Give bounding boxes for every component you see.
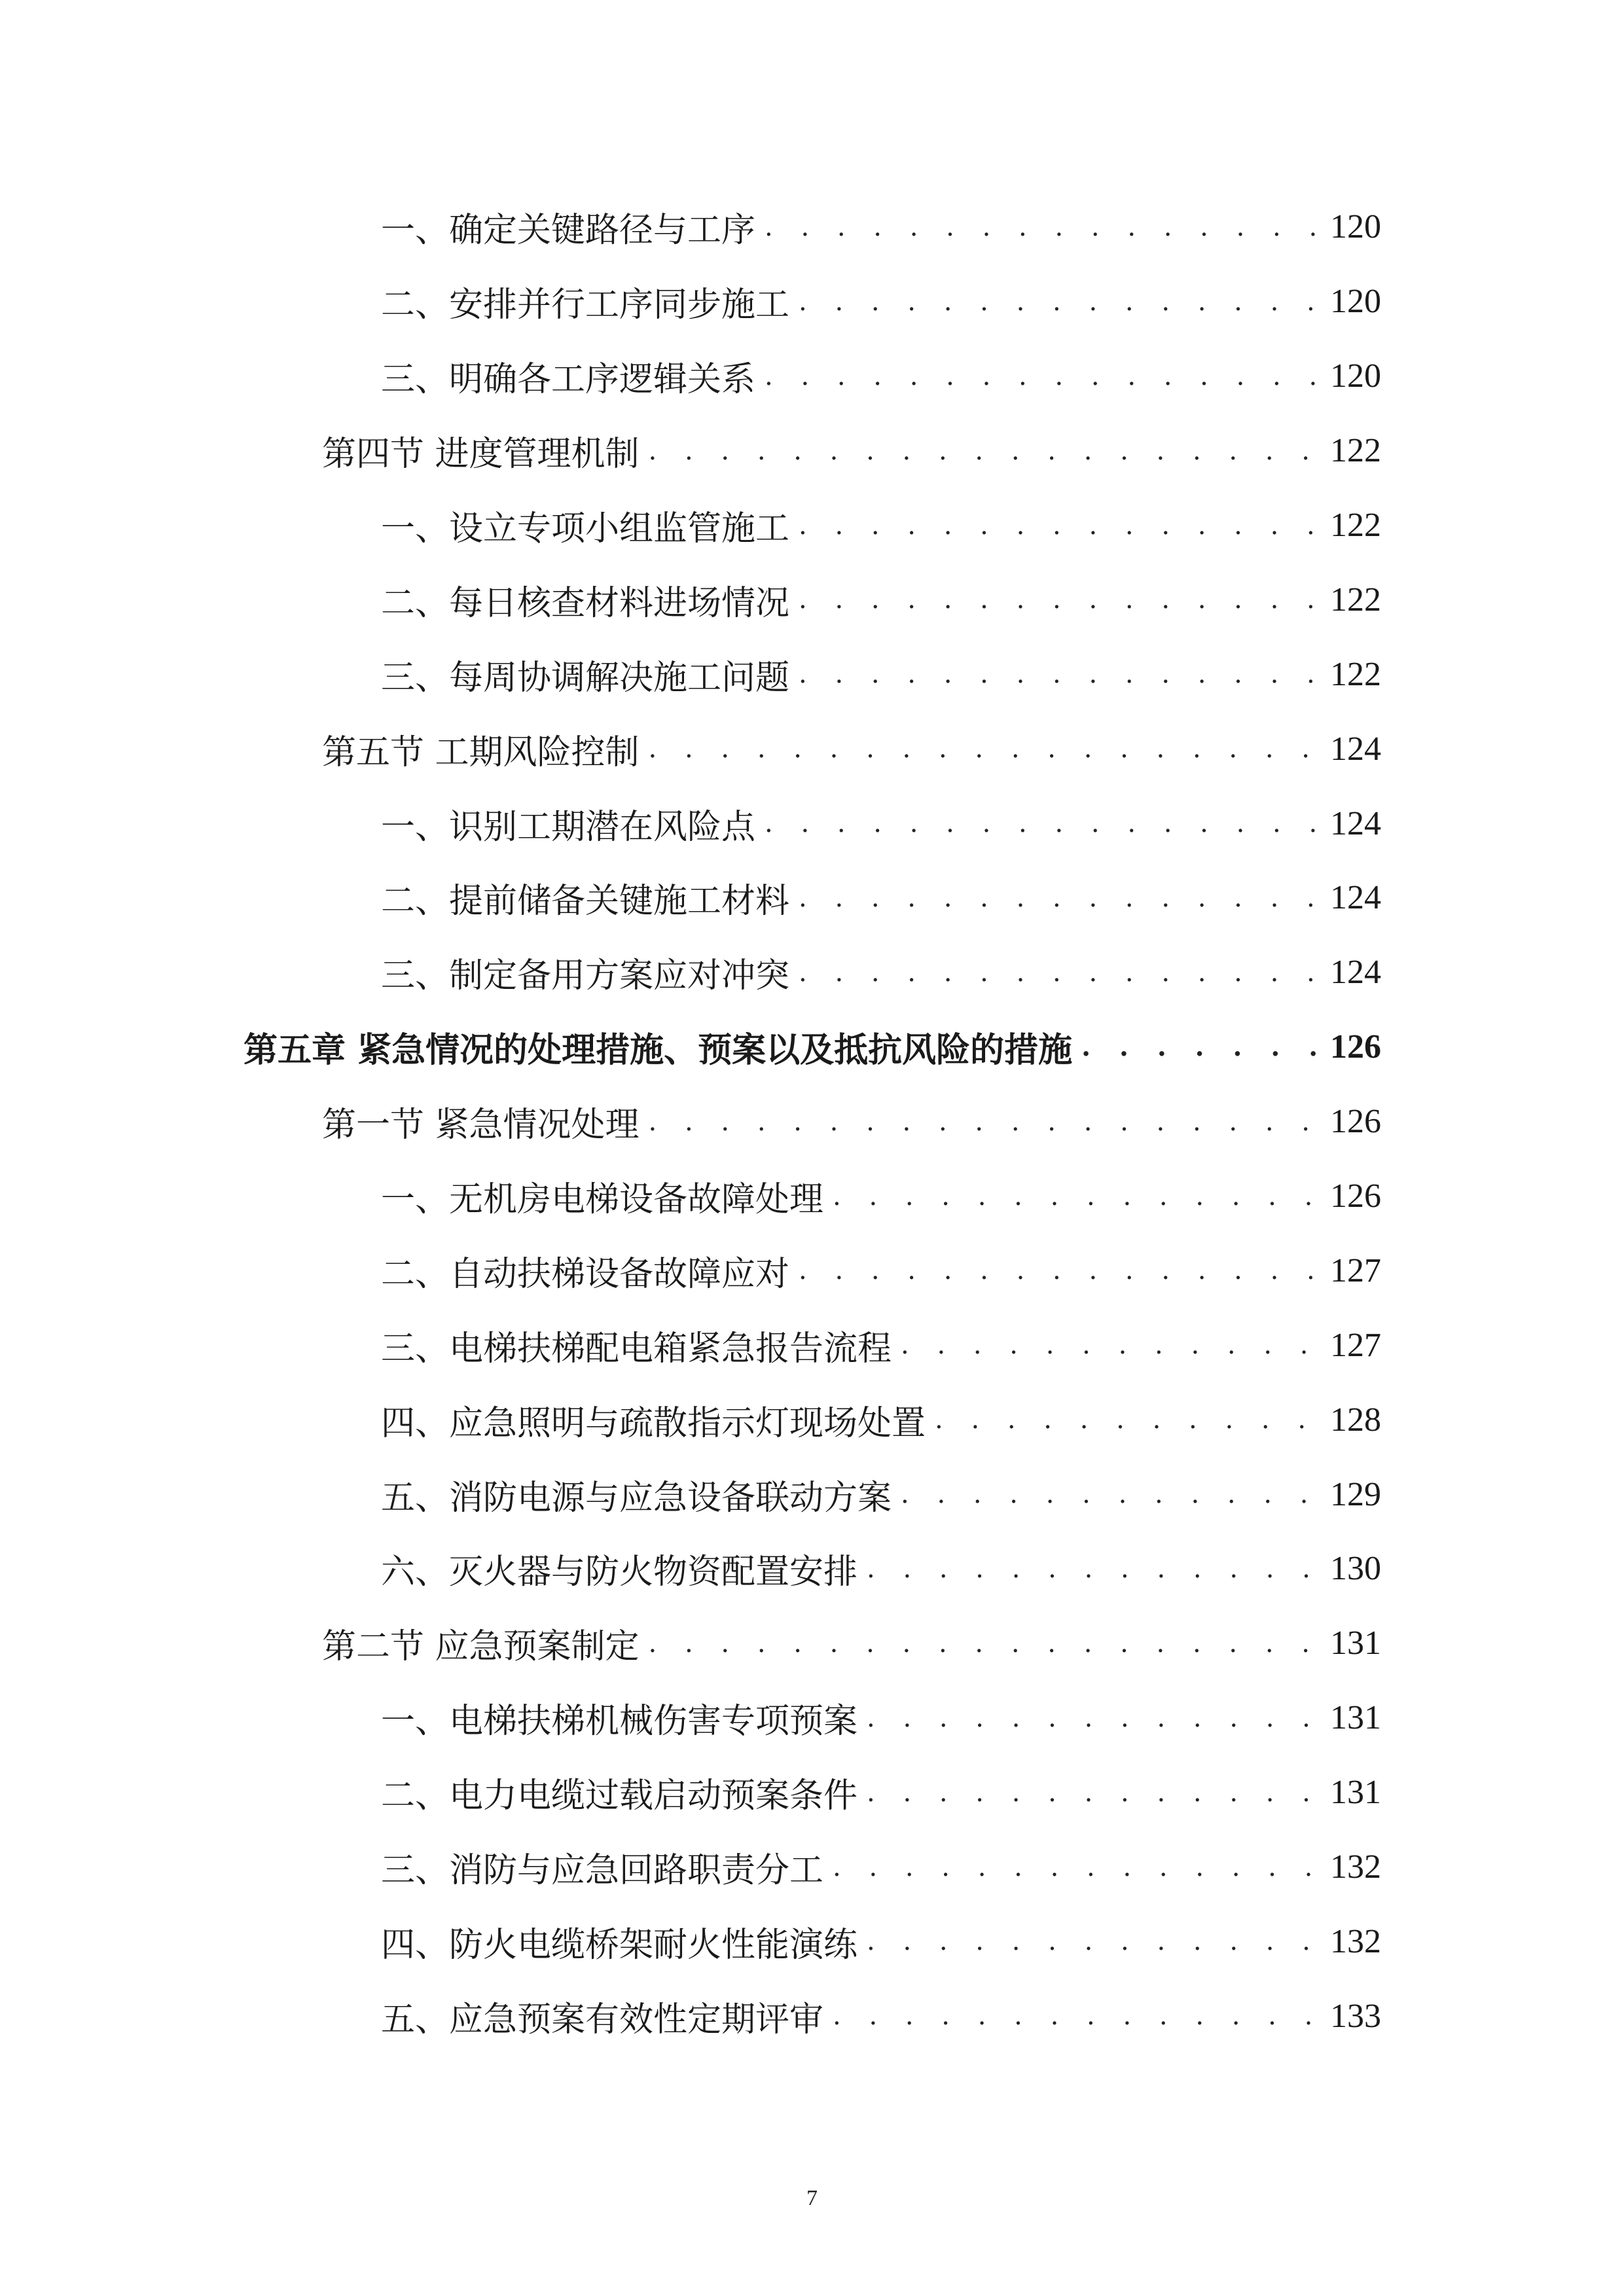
toc-entry-title: 五、消防电源与应急设备联动方案 — [381, 1478, 892, 1518]
toc-dot-leader — [649, 1628, 1318, 1659]
toc-entry-page: 131 — [1330, 1774, 1381, 1812]
toc-entry-page: 130 — [1330, 1550, 1381, 1588]
toc-entry[interactable] — [0, 1755, 1624, 1830]
toc-entry-page: 126 — [1330, 1103, 1381, 1141]
toc-entry[interactable] — [0, 1830, 1624, 1905]
toc-entry-title: 二、自动扶梯设备故障应对 — [381, 1254, 790, 1294]
toc-entry-page: 132 — [1330, 1848, 1381, 1886]
toc-entry-page: 124 — [1330, 954, 1381, 992]
toc-entry-title: 一、电梯扶梯机械伤害专项预案 — [381, 1702, 858, 1742]
toc-dot-leader — [799, 659, 1318, 689]
toc-entry-page: 120 — [1330, 208, 1381, 246]
page-number: 7 — [806, 2186, 818, 2210]
toc-dot-leader — [935, 1405, 1318, 1435]
toc-dot-leader — [833, 1852, 1318, 1882]
toc-entry-title: 二、每日核查材料进场情况 — [381, 583, 790, 623]
toc-entry-page: 128 — [1330, 1401, 1381, 1439]
toc-dot-leader — [833, 1181, 1318, 1211]
toc-entry-page: 124 — [1330, 730, 1381, 768]
toc-entry-title: 一、无机房电梯设备故障处理 — [381, 1180, 824, 1220]
toc-entry-page: 120 — [1330, 283, 1381, 321]
toc-entry-page: 124 — [1330, 879, 1381, 917]
toc-dot-leader — [867, 1778, 1318, 1808]
toc-section-entry[interactable] — [0, 1606, 1624, 1681]
toc-entry-title: 二、提前储备关键施工材料 — [381, 882, 790, 922]
toc-dot-leader — [799, 584, 1318, 615]
toc-section-entry[interactable] — [0, 1085, 1624, 1159]
toc-entry[interactable] — [0, 1681, 1624, 1755]
toc-entry[interactable] — [0, 861, 1624, 935]
toc-entry[interactable] — [0, 488, 1624, 563]
toc-dot-leader — [765, 212, 1318, 242]
toc-dot-leader — [1081, 1031, 1318, 1062]
toc-entry-title: 三、每周协调解决施工问题 — [381, 658, 790, 698]
toc-entry[interactable] — [0, 1159, 1624, 1234]
toc-entry[interactable] — [0, 1532, 1624, 1606]
toc-chapter-entry[interactable] — [0, 1010, 1624, 1085]
toc-entry[interactable] — [0, 264, 1624, 339]
toc-entry-page: 124 — [1330, 804, 1381, 842]
toc-dot-leader — [765, 808, 1318, 838]
toc-dot-leader — [649, 436, 1318, 466]
toc-entry-page: 127 — [1330, 1326, 1381, 1364]
toc-entry-title: 一、识别工期潜在风险点 — [381, 807, 756, 847]
toc-entry[interactable] — [0, 637, 1624, 711]
toc-dot-leader — [649, 734, 1318, 764]
toc-dot-leader — [833, 2001, 1318, 2031]
toc-entry-page: 127 — [1330, 1251, 1381, 1289]
toc-entry-page: 120 — [1330, 357, 1381, 395]
toc-entry[interactable] — [0, 1233, 1624, 1308]
toc-entry-page: 133 — [1330, 1997, 1381, 2035]
toc-entry-title: 二、安排并行工序同步施工 — [381, 285, 790, 325]
toc-dot-leader — [799, 1255, 1318, 1285]
toc-entry-title: 四、防火电缆桥架耐火性能演练 — [381, 1925, 858, 1965]
toc-entry-title: 一、确定关键路径与工序 — [381, 211, 756, 251]
toc-entry-page: 126 — [1330, 1028, 1381, 1066]
toc-entry-page: 122 — [1330, 655, 1381, 693]
toc-entry-page: 122 — [1330, 432, 1381, 470]
toc-dot-leader — [867, 1703, 1318, 1733]
toc-dot-leader — [901, 1330, 1318, 1360]
toc-entry-title: 六、灭火器与防火物资配置安排 — [381, 1552, 858, 1592]
toc-entry[interactable] — [0, 1308, 1624, 1382]
toc-entry-page: 129 — [1330, 1475, 1381, 1513]
toc-section-entry[interactable] — [0, 414, 1624, 488]
toc-entry-page: 122 — [1330, 581, 1381, 619]
toc-entry[interactable] — [0, 190, 1624, 264]
table-of-contents — [0, 190, 1624, 2053]
toc-dot-leader — [765, 361, 1318, 391]
toc-entry-title: 第一节 紧急情况处理 — [322, 1105, 640, 1145]
toc-entry[interactable] — [0, 339, 1624, 414]
toc-entry-title: 第五节 工期风险控制 — [322, 732, 640, 772]
toc-entry-title: 第五章 紧急情况的处理措施、预案以及抵抗风险的措施 — [244, 1030, 1073, 1071]
toc-section-entry[interactable] — [0, 711, 1624, 786]
toc-dot-leader — [799, 883, 1318, 913]
toc-entry[interactable] — [0, 1382, 1624, 1457]
toc-entry[interactable] — [0, 1979, 1624, 2053]
toc-dot-leader — [867, 1554, 1318, 1584]
toc-entry[interactable] — [0, 562, 1624, 637]
toc-entry[interactable] — [0, 1904, 1624, 1979]
toc-entry[interactable] — [0, 935, 1624, 1010]
toc-entry-title: 四、应急照明与疏散指示灯现场处置 — [381, 1403, 926, 1443]
toc-dot-leader — [901, 1479, 1318, 1509]
toc-entry-title: 三、消防与应急回路职责分工 — [381, 1851, 824, 1891]
toc-entry-title: 二、电力电缆过载启动预案条件 — [381, 1776, 858, 1816]
toc-dot-leader — [799, 958, 1318, 988]
toc-entry[interactable] — [0, 1457, 1624, 1532]
toc-entry-page: 131 — [1330, 1699, 1381, 1737]
toc-entry-page: 126 — [1330, 1177, 1381, 1215]
toc-entry-title: 三、明确各工序逻辑关系 — [381, 360, 756, 400]
toc-entry[interactable] — [0, 786, 1624, 861]
toc-entry-title: 三、电梯扶梯配电箱紧急报告流程 — [381, 1329, 892, 1369]
toc-entry-title: 五、应急预案有效性定期评审 — [381, 2000, 824, 2039]
toc-entry-page: 122 — [1330, 507, 1381, 544]
toc-dot-leader — [649, 1107, 1318, 1137]
toc-entry-title: 一、设立专项小组监管施工 — [381, 509, 790, 548]
toc-entry-title: 第二节 应急预案制定 — [322, 1627, 640, 1667]
toc-dot-leader — [867, 1926, 1318, 1956]
toc-entry-page: 132 — [1330, 1922, 1381, 1960]
toc-dot-leader — [799, 287, 1318, 317]
toc-entry-title: 第四节 进度管理机制 — [322, 435, 640, 475]
toc-dot-leader — [799, 511, 1318, 541]
toc-entry-title: 三、制定备用方案应对冲突 — [381, 956, 790, 996]
toc-entry-page: 131 — [1330, 1624, 1381, 1662]
